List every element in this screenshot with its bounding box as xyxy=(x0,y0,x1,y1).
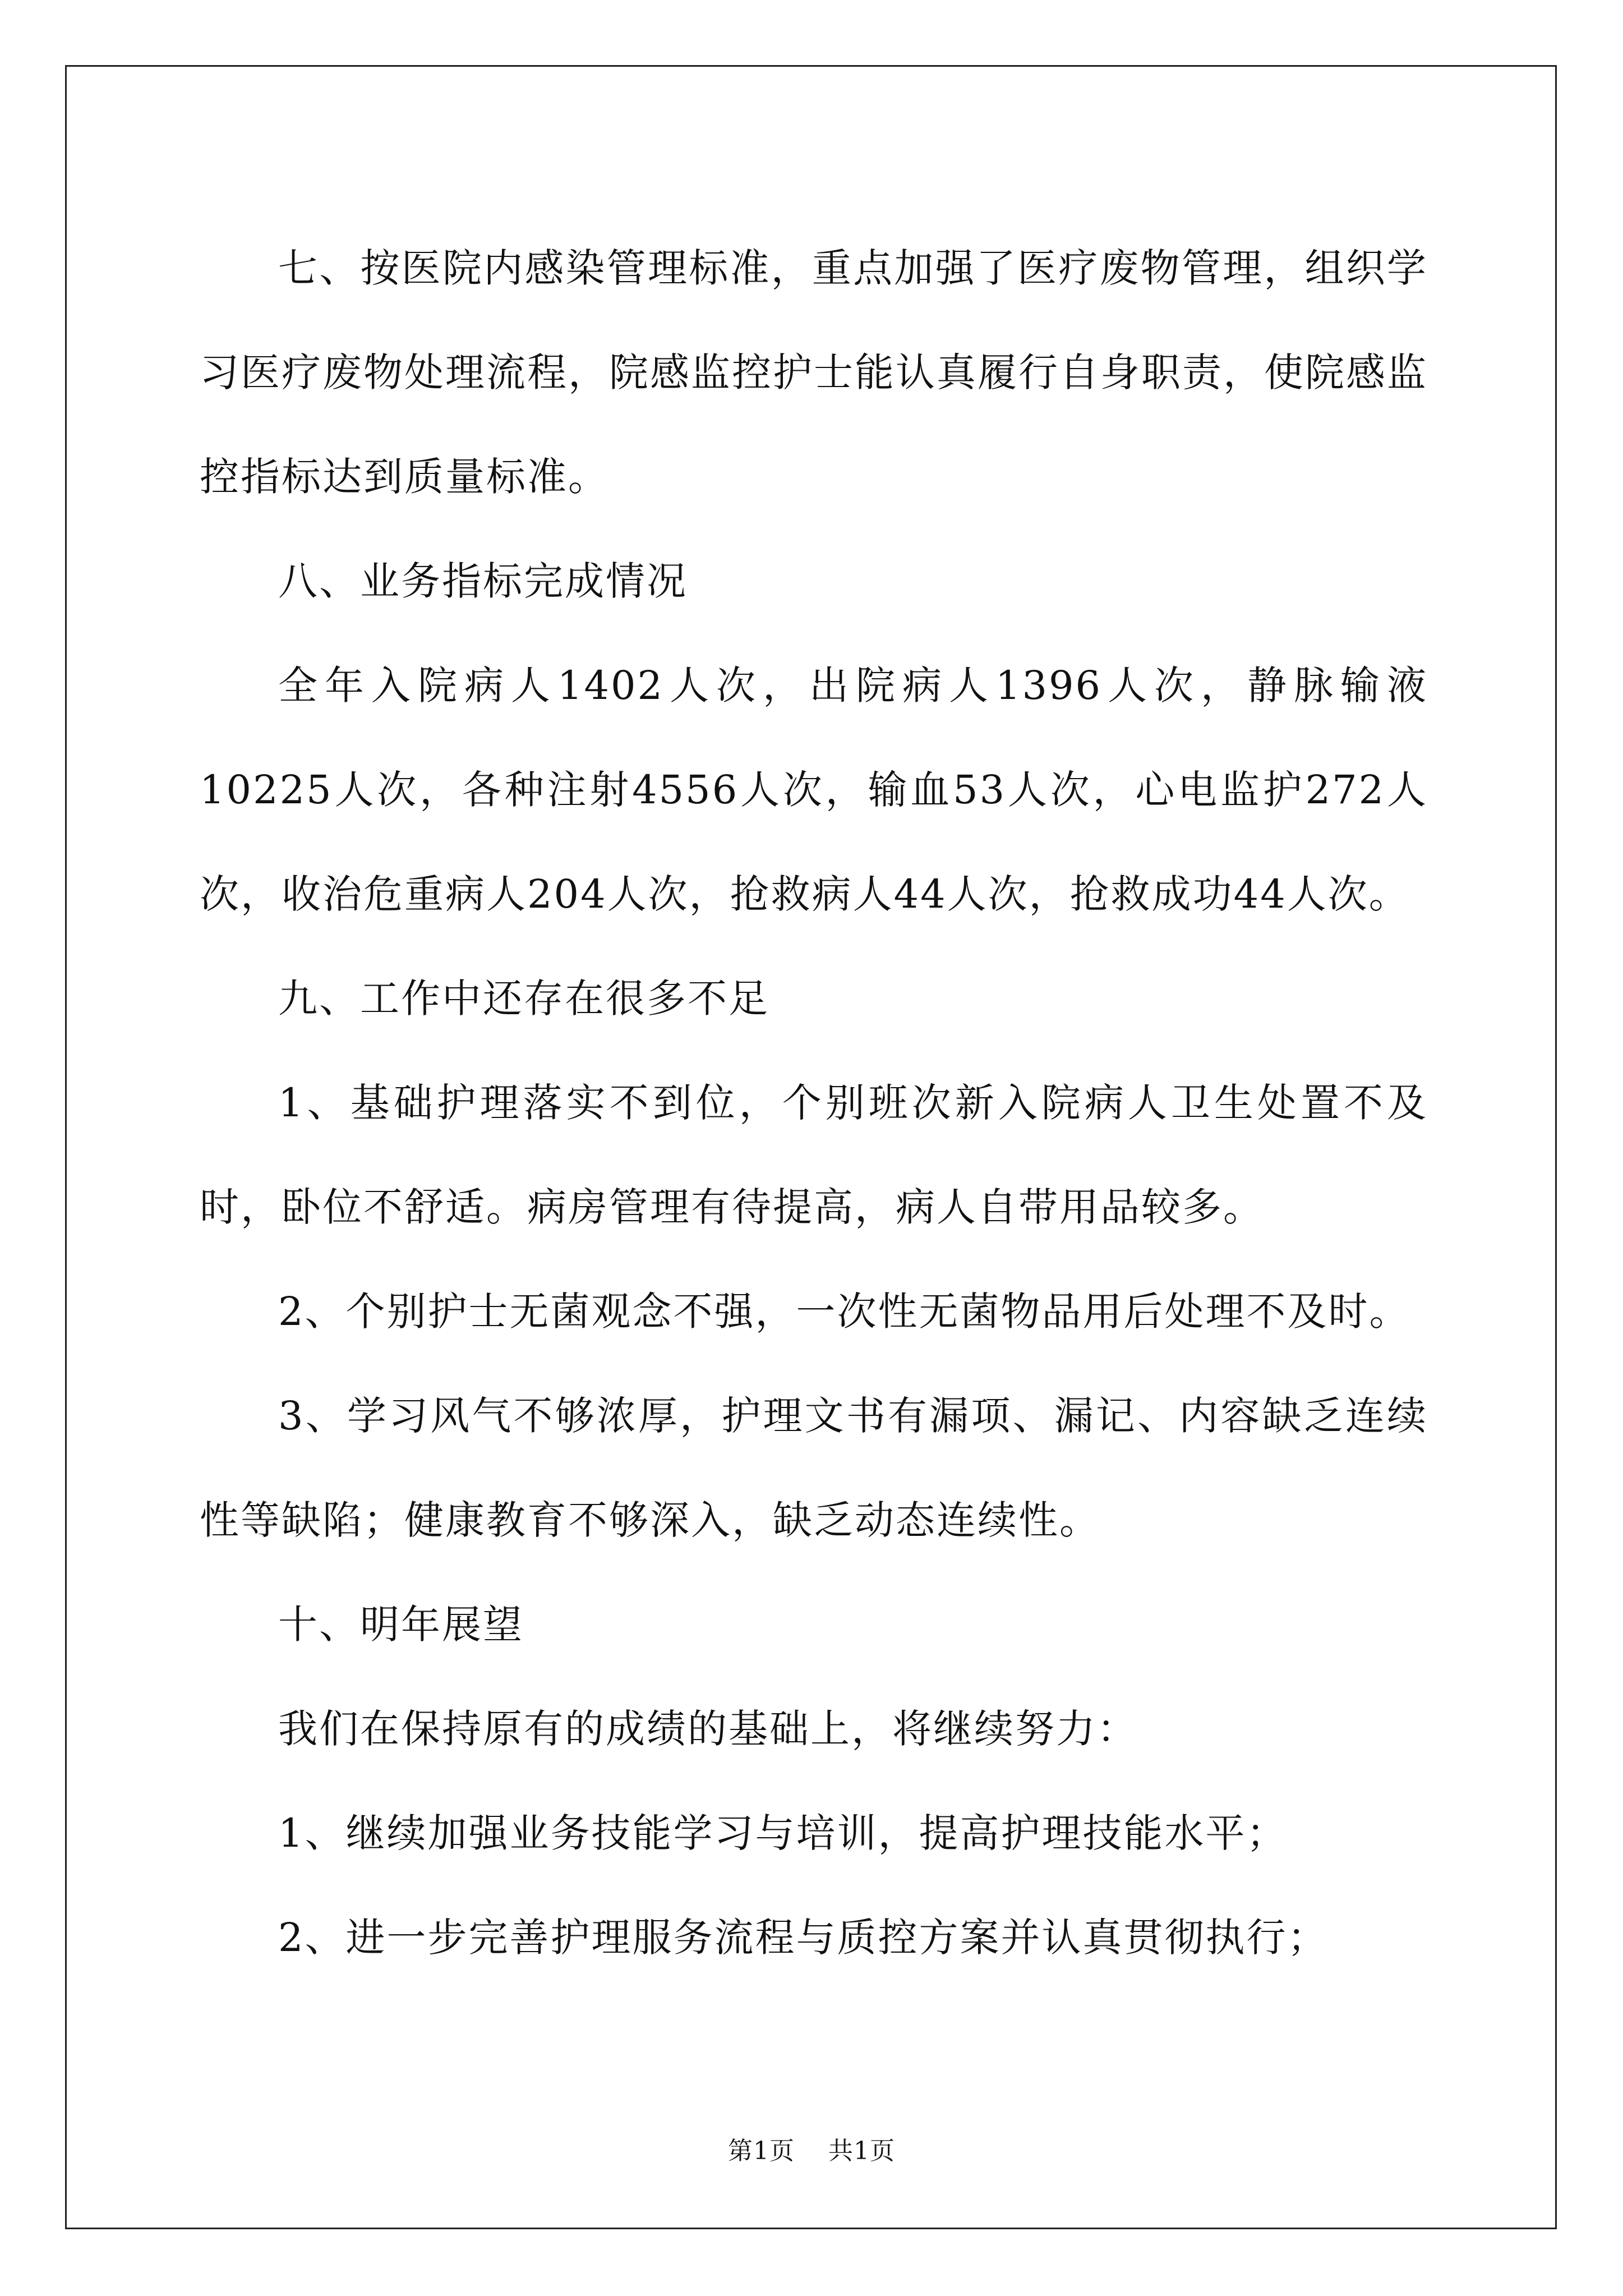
heading-section-10: 十、明年展望 xyxy=(278,1602,524,1648)
paragraph-outlook-1: 1、继续加强业务技能学习与培训，提高护理技能水平； xyxy=(278,1810,1288,1856)
paragraph-business-metrics: 全年入院病人1402人次，出院病人1396人次，静脉输液10225人次，各种注射4556人次，输血53人次，心电监护272人次，收治危重病人204人次，抢救病人44人次，抢救成功44人次。 xyxy=(200,662,1428,917)
heading-section-8: 八、业务指标完成情况 xyxy=(278,558,688,604)
paragraph-shortcoming-3: 3、学习风气不够浓厚，护理文书有漏项、漏记、内容缺乏连续性等缺陷；健康教育不够深入，缺乏动态连续性。 xyxy=(200,1393,1428,1543)
paragraph-shortcoming-2: 2、个别护士无菌观念不强，一次性无菌物品用后处理不及时。 xyxy=(278,1289,1410,1335)
document-body xyxy=(200,216,1428,1990)
paragraph-shortcoming-1: 1、基础护理落实不到位，个别班次新入院病人卫生处置不及时，卧位不舒适。病房管理有待提高，病人自带用品较多。 xyxy=(200,1080,1428,1230)
heading-section-9: 九、工作中还存在很多不足 xyxy=(278,976,769,1022)
paragraph-outlook-intro: 我们在保持原有的成绩的基础上，将继续努力： xyxy=(278,1706,1138,1752)
page-number: 第1页 共1页 xyxy=(728,2137,895,2165)
page-footer xyxy=(0,2134,1623,2168)
paragraph-outlook-2: 2、进一步完善护理服务流程与质控方案并认真贯彻执行； xyxy=(278,1915,1329,1961)
paragraph-section-7: 七、按医院内感染管理标准，重点加强了医疗废物管理，组织学习医疗废物处理流程，院感监控护士能认真履行自身职责，使院感监控指标达到质量标准。 xyxy=(200,245,1428,500)
